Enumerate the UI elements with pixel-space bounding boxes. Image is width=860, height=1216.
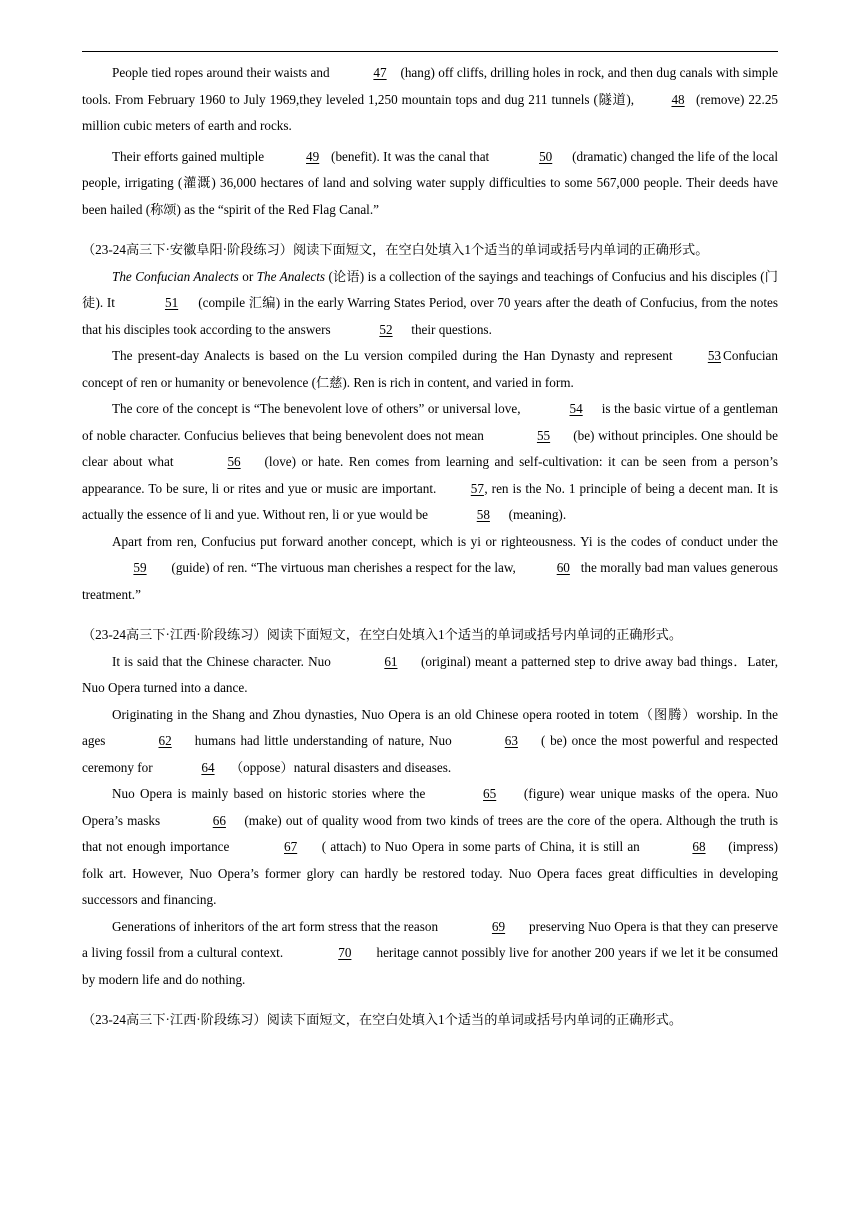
blank-48[interactable]: 48: [671, 91, 685, 107]
text: Generations of inheritors of the art form stress that the reason: [112, 918, 442, 934]
text: or: [238, 268, 257, 284]
text: (be) without principles. One should be clear about what: [82, 427, 778, 469]
blank-55[interactable]: 55: [536, 427, 551, 443]
blank-61[interactable]: 61: [384, 653, 398, 669]
blank-63[interactable]: 63: [504, 733, 518, 748]
book-title: The Analects: [256, 268, 326, 284]
text: (meaning).: [505, 507, 567, 522]
section-header-jiangxi-2: （23-24高三下·江西·阶段练习）阅读下面短文，在空白处填入1个适当的单词或括号内单词的正确形式。: [82, 1012, 683, 1027]
text: (figure) wear unique masks of the opera. Nuo Opera’s masks: [82, 786, 778, 828]
paragraph-s2-p1: [82, 264, 778, 344]
book-title: The Confucian Analects: [112, 268, 239, 284]
text: (compile 汇编) in the early Warring States Period, over 70 years after the death of Confucius, from the notes that his disciples took according to the answers: [82, 295, 778, 337]
section-header-anhui: （23-24高三下·安徽阜阳·阶段练习）阅读下面短文，在空白处填入1个适当的单词或括号内单词的正确形式。: [82, 242, 709, 257]
text: (hang) off cliffs, drilling holes in rock, and then dug canals with simple tools. From February 1960 to July 1969,they leveled 1,250 mountain tops and dug 211 tunnels (隧道),: [82, 65, 778, 107]
text: Apart from ren, Confucius put forward another concept, which is yi or righteousness. Yi is the codes of conduct under the: [112, 533, 778, 549]
paragraph-s3-p3: [82, 781, 778, 914]
blank-58[interactable]: 58: [476, 507, 490, 522]
paragraph-s3-p1: [82, 649, 778, 702]
blank-56[interactable]: 56: [227, 454, 241, 469]
text: ( be) once the most powerful and respected ceremony for: [82, 733, 778, 775]
blank-66[interactable]: 66: [212, 812, 226, 828]
blank-60[interactable]: 60: [556, 560, 570, 575]
text: (make) out of quality wood from two kinds of trees are the core of the opera. Although the truth is that not enough importance: [82, 812, 779, 854]
text: preserving Nuo Opera is that they can preserve a living fossil from a cultural context.: [82, 918, 778, 960]
paragraph-s2-p2: [82, 343, 778, 396]
blank-47[interactable]: 47: [373, 65, 387, 80]
text: (论语) is a collection of the sayings and teachings of Confucius and his disciples (门徒). It: [82, 268, 778, 310]
text: (remove) 22.25 million cubic meters of earth and rocks.: [82, 91, 779, 133]
paragraph-s3-p4: [82, 914, 778, 994]
text: Originating in the Shang and Zhou dynasties, Nuo Opera is an old Chinese opera rooted in totem（图腾）worship. In the ages: [82, 706, 778, 748]
top-rule: [82, 51, 778, 52]
blank-64[interactable]: 64: [201, 759, 215, 775]
text: People tied ropes around their waists and: [112, 65, 334, 80]
blank-68[interactable]: 68: [692, 839, 706, 854]
text: , ren is the No. 1 principle of being a decent man. It is actually the essence of li and yue. Without ren, li or yue would be: [82, 480, 778, 522]
text: (benefit). It was the canal that: [327, 148, 493, 164]
blank-54[interactable]: 54: [569, 401, 583, 416]
blank-70[interactable]: 70: [338, 945, 352, 960]
paragraph-s1-p1: [82, 60, 778, 140]
blank-69[interactable]: 69: [491, 918, 506, 934]
text: (original) meant a patterned step to drive away bad things．Later, Nuo Opera turned into a dance.: [82, 653, 778, 695]
text: Confucian concept of ren or humanity or benevolence (仁慈). Ren is rich in content, and varied in form.: [82, 348, 778, 390]
blank-51[interactable]: 51: [164, 295, 179, 310]
blank-67[interactable]: 67: [284, 839, 298, 854]
paragraph-s2-p4: [82, 529, 778, 609]
section-header-jiangxi: （23-24高三下·江西·阶段练习）阅读下面短文，在空白处填入1个适当的单词或括号内单词的正确形式。: [82, 627, 683, 642]
blank-49[interactable]: 49: [306, 148, 320, 164]
text: the morally bad man values generous treatment.”: [82, 560, 779, 602]
text: (impress) folk art. However, Nuo Opera’s former glory can hardly be restored today. Nuo Opera faces great difficulties in developing successors and financing.: [82, 839, 778, 907]
blank-59[interactable]: 59: [133, 560, 147, 575]
paragraph-s3-p2: [82, 702, 778, 782]
text: （oppose）natural disasters and diseases.: [229, 759, 452, 775]
blank-65[interactable]: 65: [483, 786, 497, 801]
text: (guide) of ren. “The virtuous man cherishes a respect for the law,: [168, 560, 520, 575]
blank-53[interactable]: 53: [707, 348, 721, 363]
blank-50[interactable]: 50: [539, 148, 553, 164]
text: The core of the concept is “The benevolent love of others” or universal love,: [112, 401, 525, 416]
blank-62[interactable]: 62: [158, 733, 172, 748]
text: Their efforts gained multiple: [112, 148, 268, 164]
text: their questions.: [407, 321, 492, 337]
text: is the basic virtue of a gentleman of noble character. Confucius believes that being benevolent does not mean: [82, 401, 778, 443]
text: (dramatic) changed the life of the local people, irrigating (灌溉) 36,000 hectares of land and solving water supply difficulties to some 567,000 people. Their deeds have been hailed (称颂) as the “spirit of the Red Flag Canal.”: [82, 148, 778, 217]
text: The present-day Analects is based on the Lu version compiled during the Han Dynasty and represent: [112, 348, 678, 363]
document-page: [82, 60, 778, 1034]
text: It is said that the Chinese character. Nuo: [112, 653, 335, 669]
blank-52[interactable]: 52: [379, 321, 393, 337]
text: Nuo Opera is mainly based on historic stories where the: [112, 786, 431, 801]
text: humans had little understanding of nature, Nuo: [190, 733, 457, 748]
text: (love) or hate. Ren comes from learning and self-cultivation: it can be seen from a person’s appearance. To be sure, li or rites and yue or music are important.: [82, 454, 778, 496]
blank-57[interactable]: 57: [470, 480, 484, 496]
text: ( attach) to Nuo Opera in some parts of China, it is still an: [317, 839, 644, 854]
paragraph-s1-p2: [82, 144, 778, 224]
paragraph-s2-p3: [82, 396, 778, 529]
text: heritage cannot possibly live for another 200 years if we let it be consumed by modern life and do nothing.: [82, 945, 778, 987]
